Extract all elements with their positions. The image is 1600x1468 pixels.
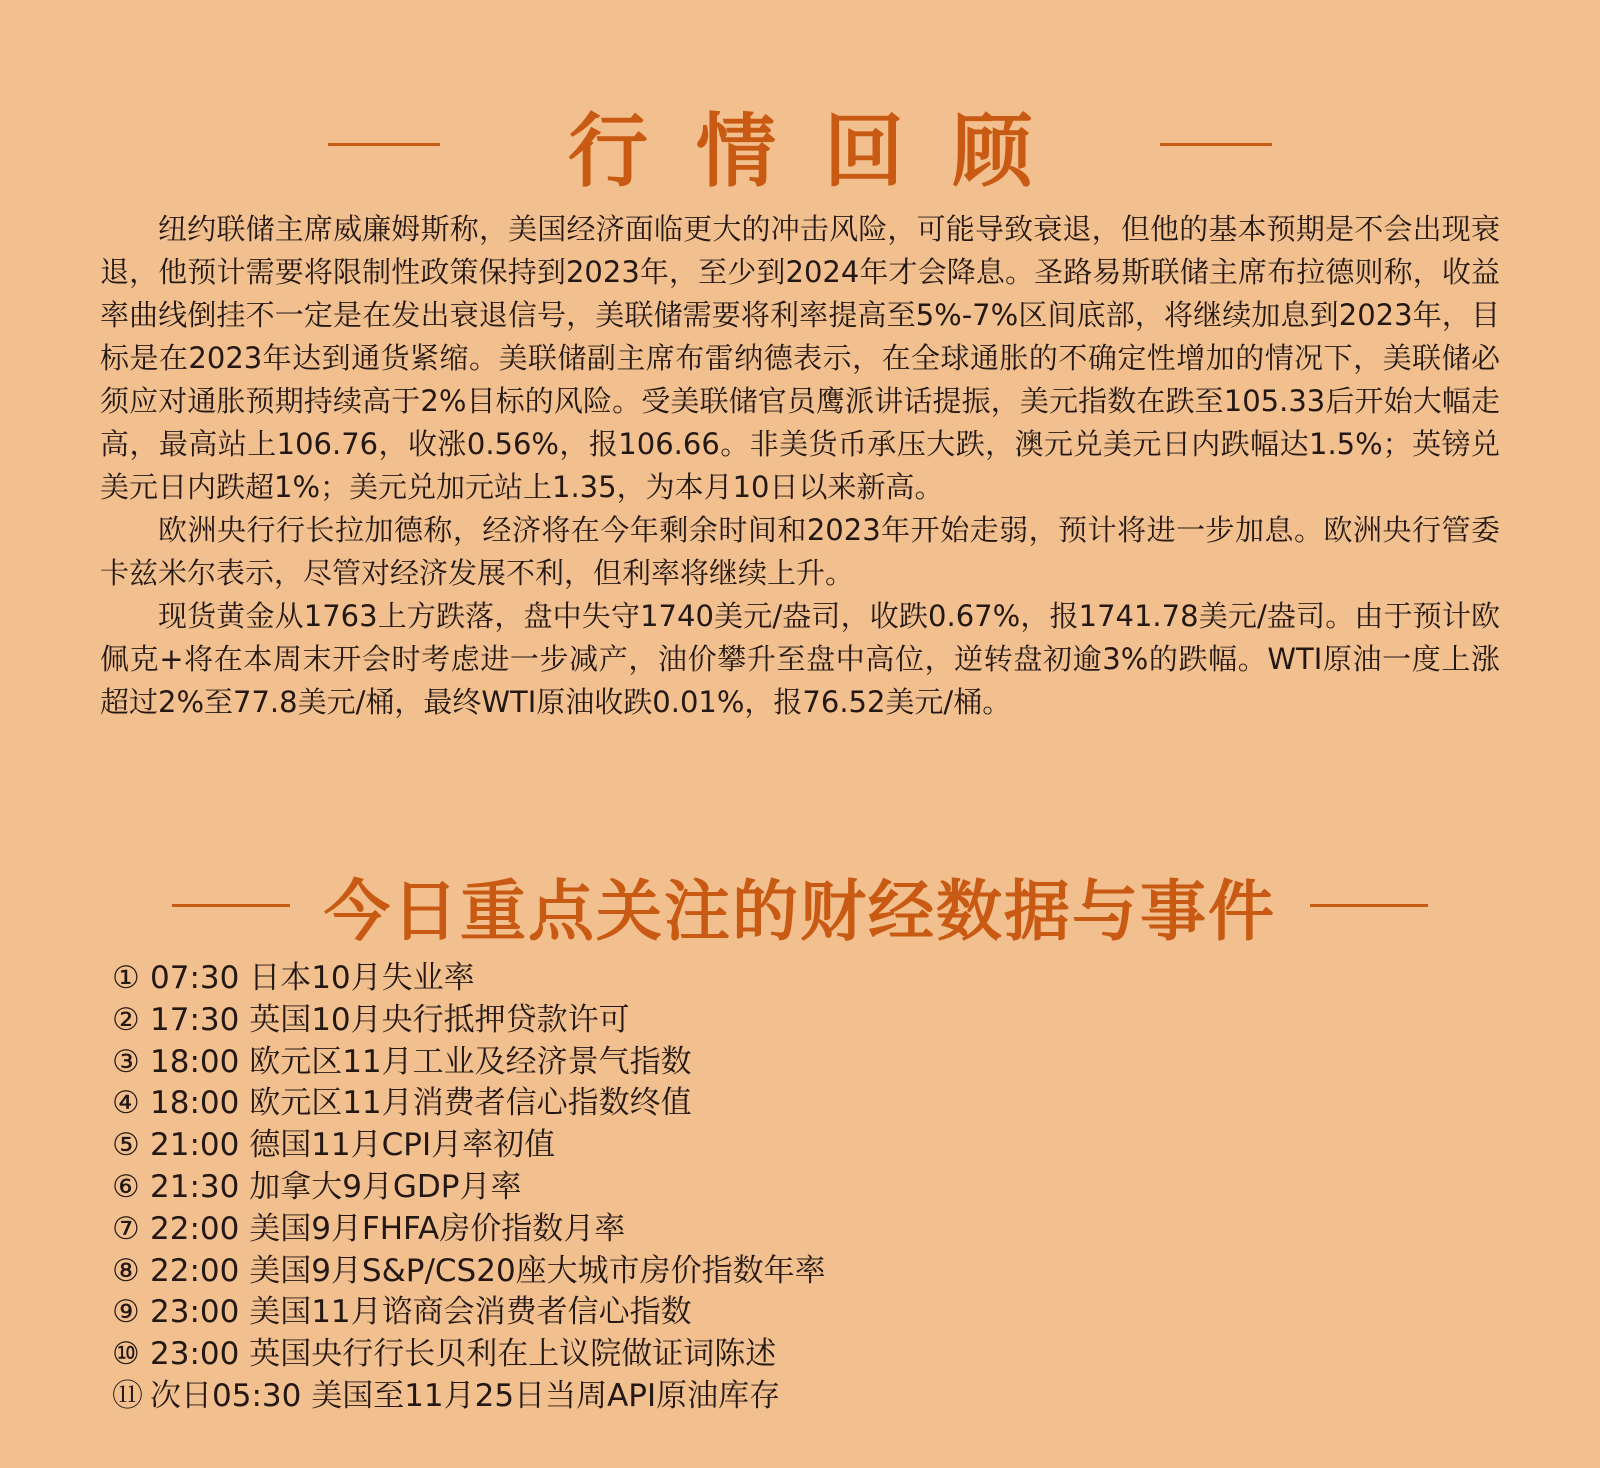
event-text: 22:00 美国9月S&P/CS20座大城市房价指数年率 bbox=[150, 1252, 826, 1289]
title-right-divider bbox=[1160, 143, 1272, 146]
event-number: ⑥ bbox=[112, 1168, 140, 1205]
event-item bbox=[112, 1125, 826, 1167]
event-number: ② bbox=[112, 1001, 140, 1038]
event-number: ⑤ bbox=[112, 1127, 140, 1164]
event-text: 23:00 英国央行行长贝利在上议院做证词陈述 bbox=[150, 1336, 777, 1373]
events-header bbox=[0, 860, 1600, 950]
event-number: ④ bbox=[112, 1085, 140, 1122]
events-list bbox=[112, 958, 826, 1418]
review-paragraph-ecb: 欧洲央行行长拉加德称，经济将在今年剩余时间和2023年开始走弱，预计将进一步加息。欧洲央行管委卡兹米尔表示，尽管对经济发展不利，但利率将继续上升。 bbox=[100, 513, 1500, 590]
event-item bbox=[112, 958, 826, 1000]
event-text: 07:30 日本10月失业率 bbox=[150, 960, 475, 996]
event-item bbox=[112, 1167, 826, 1209]
event-number: ⑨ bbox=[112, 1294, 140, 1331]
market-review-body bbox=[100, 208, 1500, 724]
review-paragraph-commodities: 现货黄金从1763上方跌落，盘中失守1740美元/盎司，收跌0.67%，报1741.78美元/盎司。由于预计欧佩克+将在本周末开会时考虑进一步减产，油价攀升至盘中高位，逆转盘初逾3%的跌幅。WTI原油一度上涨超过2%至77.8美元/桶，最终WTI原油收跌0.01%，报76.52美元/桶。 bbox=[100, 599, 1500, 719]
event-item bbox=[112, 1292, 826, 1334]
title-left-divider bbox=[328, 143, 440, 146]
event-text: 17:30 英国10月央行抵押贷款许可 bbox=[150, 1001, 630, 1038]
market-review-header bbox=[0, 98, 1600, 198]
events-title: 今日重点关注的财经数据与事件 bbox=[324, 872, 1276, 950]
market-review-title: 行情回顾 bbox=[568, 104, 1080, 198]
event-item bbox=[112, 1209, 826, 1251]
event-item bbox=[112, 1083, 826, 1125]
event-text: 18:00 欧元区11月工业及经济景气指数 bbox=[150, 1043, 692, 1080]
event-number: ⑪ bbox=[112, 1377, 143, 1414]
event-number: ⑦ bbox=[112, 1210, 140, 1247]
event-number: ③ bbox=[112, 1043, 140, 1080]
title-left-divider bbox=[172, 904, 290, 907]
event-number: ① bbox=[112, 960, 140, 996]
event-text: 18:00 欧元区11月消费者信心指数终值 bbox=[150, 1085, 692, 1122]
event-item bbox=[112, 1042, 826, 1084]
event-item bbox=[112, 1000, 826, 1042]
event-number: ⑩ bbox=[112, 1336, 140, 1373]
title-right-divider bbox=[1310, 904, 1428, 907]
event-text: 次日05:30 美国至11月25日当周API原油库存 bbox=[150, 1377, 781, 1414]
event-text: 23:00 美国11月谘商会消费者信心指数 bbox=[150, 1294, 692, 1331]
event-text: 22:00 美国9月FHFA房价指数月率 bbox=[150, 1210, 626, 1247]
event-item bbox=[112, 1376, 826, 1418]
event-item bbox=[112, 1334, 826, 1376]
event-text: 21:30 加拿大9月GDP月率 bbox=[150, 1168, 522, 1205]
review-paragraph-fed: 纽约联储主席威廉姆斯称，美国经济面临更大的冲击风险，可能导致衰退，但他的基本预期是不会出现衰退，他预计需要将限制性政策保持到2023年，至少到2024年才会降息。圣路易斯联储主席布拉德则称，收益率曲线倒挂不一定是在发出衰退信号，美联储需要将利率提高至5%-7%区间底部，将继续加息到2023年，目标是在2023年达到通货紧缩。美联储副主席布雷纳德表示，在全球通胀的不确定性增加的情况下，美联储必须应对通胀预期持续高于2%目标的风险。受美联储官员鹰派讲话提振，美元指数在跌至105.33后开始大幅走高，最高站上106.76，收涨0.56%，报106.66。非美货币承压大跌，澳元兑美元日内跌幅达1.5%；英镑兑美元日内跌超1%；美元兑加元站上1.35，为本月10日以来新高。 bbox=[100, 212, 1500, 504]
event-item bbox=[112, 1251, 826, 1293]
event-number: ⑧ bbox=[112, 1252, 140, 1289]
event-text: 21:00 德国11月CPI月率初值 bbox=[150, 1127, 556, 1164]
